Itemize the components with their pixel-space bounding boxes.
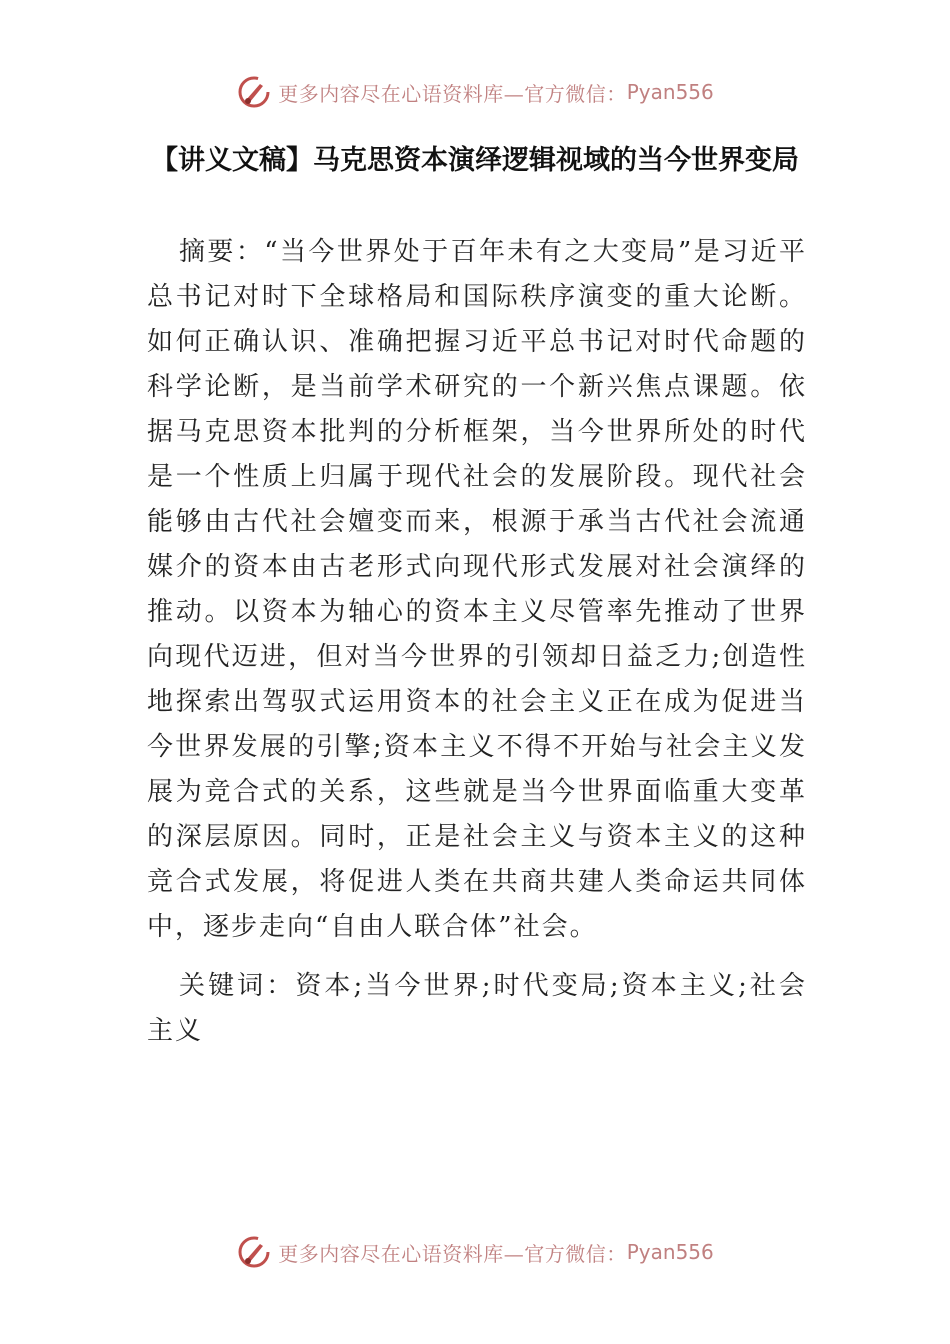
header-banner-text: 更多内容尽在心语资料库—官方微信： xyxy=(278,81,627,106)
footer-banner-text: 更多内容尽在心语资料库—官方微信： xyxy=(278,1241,627,1266)
brush-circle-logo-icon xyxy=(236,74,272,110)
footer-banner-contact: Pyan556 xyxy=(626,1240,714,1264)
document-title: 【讲义文稿】马克思资本演绎逻辑视域的当今世界变局 xyxy=(151,145,799,176)
abstract-paragraph: 摘要：“当今世界处于百年未有之大变局”是习近平总书记对时下全球格局和国际秩序演变的重大论断。如何正确认识、准确把握习近平总书记对时代命题的科学论断，是当前学术研究的一个新兴焦点课题。依据马克思资本批判的分析框架，当今世界所处的时代是一个性质上归属于现代社会的发展阶段。现代社会能够由古代社会嬗变而来，根源于承当古代社会流通媒介的资本由古老形式向现代形式发展对社会演绎的推动。以资本为轴心的资本主义尽管率先推动了世界向现代迈进，但对当今世界的引领却日益乏力;创造性地探索出驾驭式运用资本的社会主义正在成为促进当今世界发展的引擎;资本主义不得不开始与社会主义发展为竞合式的关系，这些就是当今世界面临重大变革的深层原因。同时，正是社会主义与资本主义的这种竞合式发展，将促进人类在共商共建人类命运共同体中，逐步走向“自由人联合体”社会。 xyxy=(147,237,807,942)
document-body xyxy=(147,230,807,1054)
header-banner xyxy=(0,72,950,112)
keywords-paragraph: 关键词：资本;当今世界;时代变局;资本主义;社会主义 xyxy=(147,971,807,1046)
brush-circle-logo-icon xyxy=(236,1234,272,1270)
footer-banner xyxy=(0,1232,950,1272)
header-banner-contact: Pyan556 xyxy=(626,80,714,104)
